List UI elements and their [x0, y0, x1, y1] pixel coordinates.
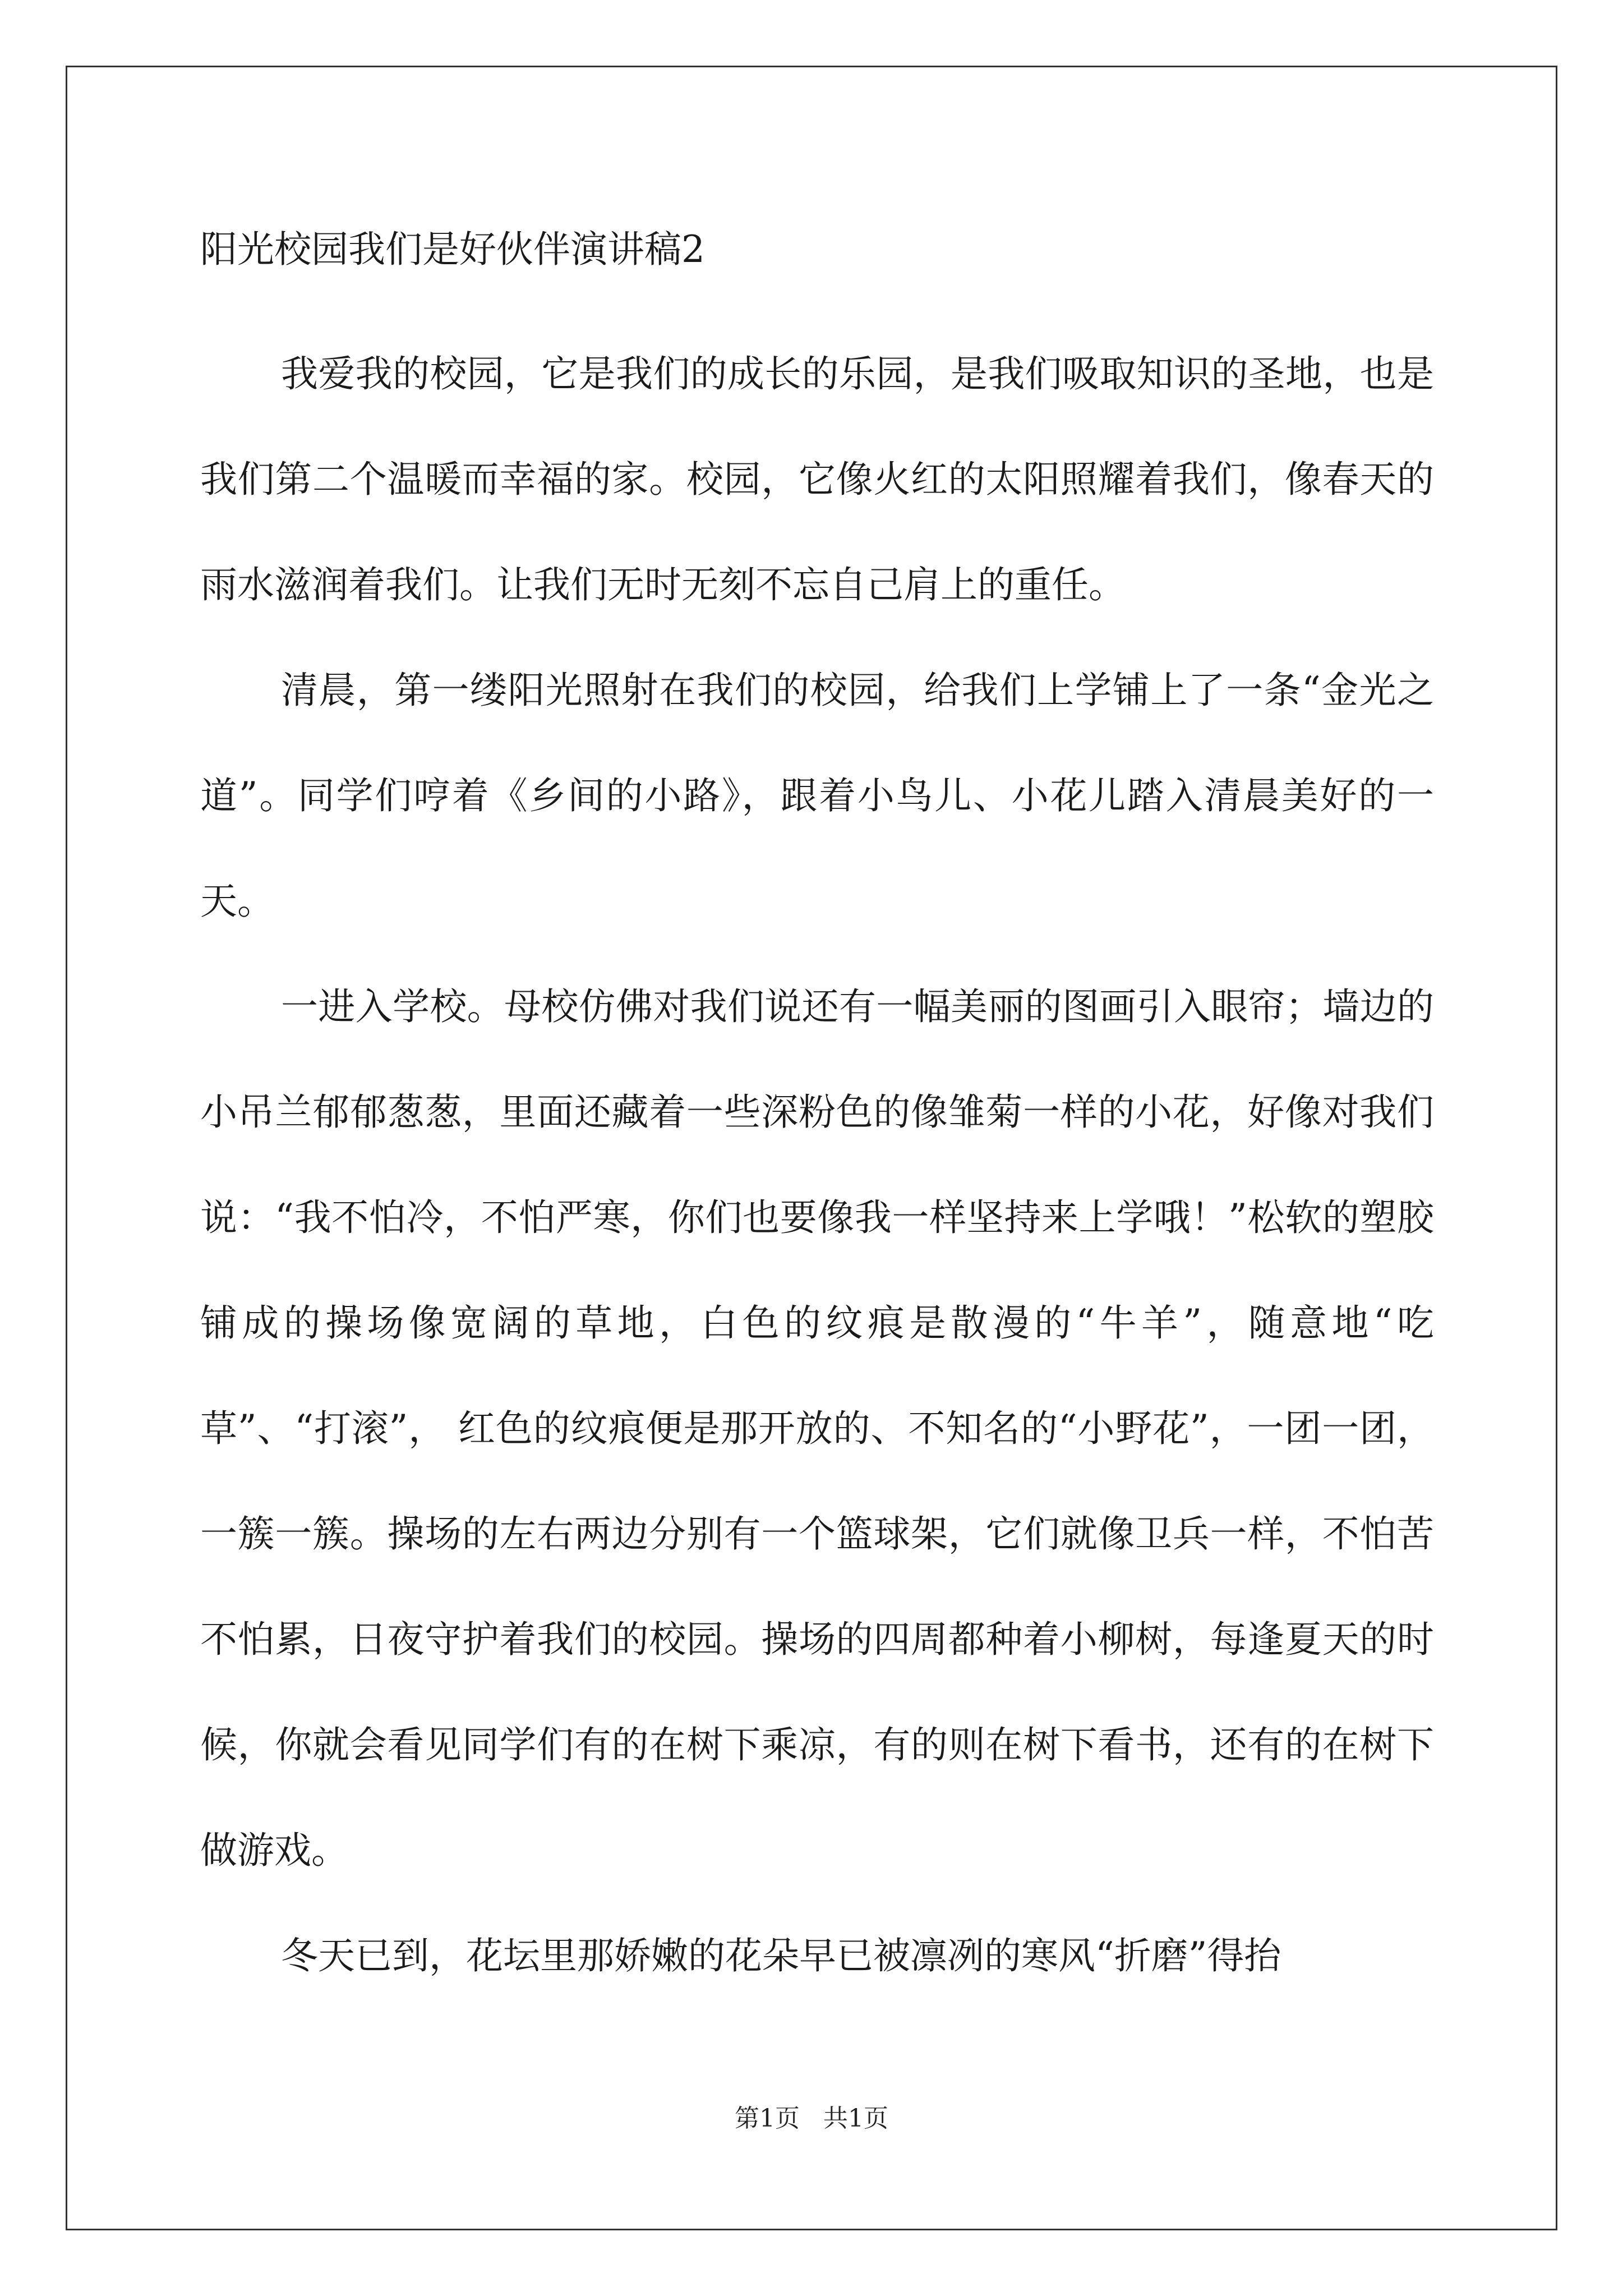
paragraph: 清晨，第一缕阳光照射在我们的校园，给我们上学铺上了一条“金光之道”。同学们哼着《乡间的小路》，跟着小鸟儿、小花儿踏入清晨美好的一天。 [200, 669, 1434, 923]
page-number-footer: 第1页 共1页 [735, 2104, 888, 2133]
document-body [200, 216, 1434, 2009]
paragraph: 一进入学校。母校仿佛对我们说还有一幅美丽的图画引入眼帘；墙边的小吊兰郁郁葱葱，里面还藏着一些深粉色的像雏菊一样的小花，好像对我们说：“我不怕冷，不怕严寒，你们也要像我一样坚持来上学哦！”松软的塑胶铺成的操场像宽阔的草地，白色的纹痕是散漫的“牛羊”，随意地“吃草”、“打滚”， 红色的纹痕便是那开放的、不知名的“小野花”，一团一团，一簇一簇。操场的左右两边分别有一个篮球架，它们就像卫兵一样，不怕苦不怕累，日夜守护着我们的校园。操场的四周都种着小柳树，每逢夏天的时候，你就会看见同学们有的在树下乘凉，有的则在树下看书，还有的在树下做游戏。 [200, 985, 1434, 1872]
paragraph: 我爱我的校园，它是我们的成长的乐园，是我们吸取知识的圣地，也是我们第二个温暖而幸福的家。校园，它像火红的太阳照耀着我们，像春天的雨水滋润着我们。让我们无时无刻不忘自己肩上的重任。 [200, 352, 1434, 606]
document-title: 阳光校园我们是好伙伴演讲稿2 [200, 228, 705, 271]
paragraph: 冬天已到，花坛里那娇嫩的花朵早已被凛冽的寒风“折磨”得抬 [281, 1934, 1281, 1977]
